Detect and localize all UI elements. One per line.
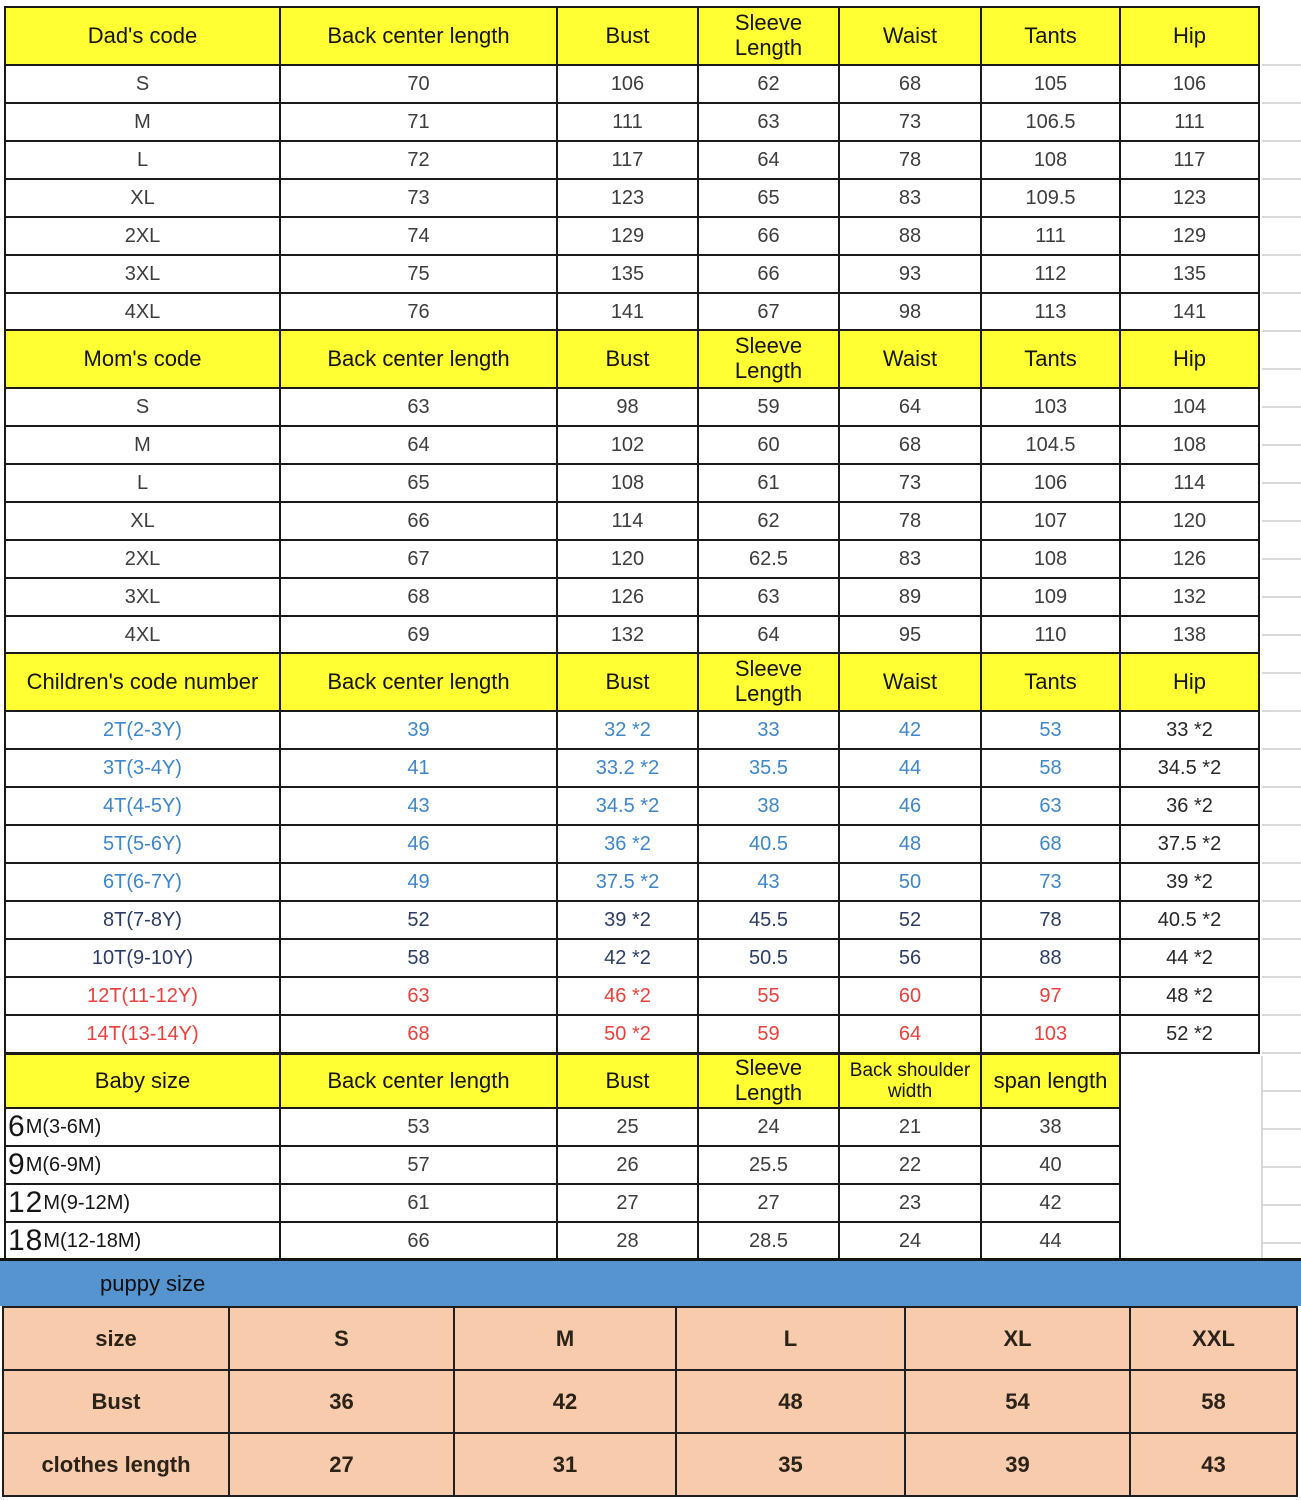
row-label-rest: M(6-9M) bbox=[25, 1153, 102, 1176]
table-cell: 61 bbox=[281, 1185, 556, 1221]
table-cell: 68 bbox=[281, 1016, 556, 1052]
table-cell: 28.5 bbox=[699, 1223, 838, 1259]
table-cell: 48 bbox=[677, 1371, 904, 1432]
table-cell: 63 bbox=[982, 788, 1119, 824]
table-cell: 104.5 bbox=[982, 427, 1119, 463]
table-cell: 50 *2 bbox=[558, 1016, 697, 1052]
table-cell: 88 bbox=[840, 218, 980, 254]
table-cell: 75 bbox=[281, 256, 556, 292]
table-cell: 41 bbox=[281, 750, 556, 786]
table-cell: 53 bbox=[281, 1109, 556, 1145]
table-cell: 52 bbox=[840, 902, 980, 938]
column-header: Bust bbox=[558, 1055, 697, 1107]
row-label: 14T(13-14Y) bbox=[6, 1016, 279, 1052]
row-label-big: 9 bbox=[8, 1148, 26, 1181]
column-header: Tants bbox=[982, 331, 1119, 387]
table-cell: 26 bbox=[558, 1147, 697, 1183]
table-cell: 105 bbox=[982, 66, 1119, 102]
row-label: 8T(7-8Y) bbox=[6, 902, 279, 938]
table-cell: 46 bbox=[281, 826, 556, 862]
table-cell: 63 bbox=[699, 104, 838, 140]
table-cell: 44 *2 bbox=[1121, 940, 1258, 976]
table-cell: 106 bbox=[1121, 66, 1258, 102]
table-cell: 36 bbox=[230, 1371, 453, 1432]
table-cell: 111 bbox=[982, 218, 1119, 254]
table-cell: 123 bbox=[558, 180, 697, 216]
row-label-rest: M(9-12M) bbox=[43, 1191, 131, 1214]
table-cell: M bbox=[455, 1308, 675, 1369]
table-cell: 111 bbox=[1121, 104, 1258, 140]
column-header: Sleeve Length bbox=[699, 1055, 838, 1107]
table-cell: 83 bbox=[840, 541, 980, 577]
table-cell: 35 bbox=[677, 1434, 904, 1495]
column-header: Waist bbox=[840, 8, 980, 64]
table-cell: 112 bbox=[982, 256, 1119, 292]
table-cell: 72 bbox=[281, 142, 556, 178]
puppy-size-table bbox=[2, 1306, 1298, 1497]
table-cell: 54 bbox=[906, 1371, 1129, 1432]
table-cell: 58 bbox=[281, 940, 556, 976]
row-label: clothes length bbox=[4, 1434, 228, 1495]
table-cell: 78 bbox=[840, 503, 980, 539]
table-cell: 66 bbox=[699, 256, 838, 292]
row-label: M bbox=[6, 104, 279, 140]
row-label: 3T(3-4Y) bbox=[6, 750, 279, 786]
table-cell: 38 bbox=[699, 788, 838, 824]
table-cell: 78 bbox=[840, 142, 980, 178]
table-cell: 109.5 bbox=[982, 180, 1119, 216]
row-label: XL bbox=[6, 180, 279, 216]
row-label bbox=[6, 1147, 279, 1183]
column-header: Hip bbox=[1121, 331, 1258, 387]
table-cell: 106 bbox=[558, 66, 697, 102]
table-cell: 34.5 *2 bbox=[558, 788, 697, 824]
column-header: Hip bbox=[1121, 8, 1258, 64]
table-cell: 46 bbox=[840, 788, 980, 824]
column-header: Back shoulder width bbox=[840, 1055, 980, 1107]
table-cell: 78 bbox=[982, 902, 1119, 938]
table-cell: 113 bbox=[982, 294, 1119, 330]
table-cell: 108 bbox=[982, 541, 1119, 577]
table-cell: 48 *2 bbox=[1121, 978, 1258, 1014]
table-cell: 69 bbox=[281, 617, 556, 653]
table-cell: 64 bbox=[840, 389, 980, 425]
table-cell: 32 *2 bbox=[558, 712, 697, 748]
column-header: Bust bbox=[558, 331, 697, 387]
table-cell: XXL bbox=[1131, 1308, 1296, 1369]
table-cell: 58 bbox=[1131, 1371, 1296, 1432]
row-label: 2XL bbox=[6, 218, 279, 254]
table-cell: 88 bbox=[982, 940, 1119, 976]
table-cell: 65 bbox=[699, 180, 838, 216]
table-cell: 132 bbox=[1121, 579, 1258, 615]
row-label: 4T(4-5Y) bbox=[6, 788, 279, 824]
table-cell: 55 bbox=[699, 978, 838, 1014]
table-cell: 64 bbox=[840, 1016, 980, 1052]
table-cell: 123 bbox=[1121, 180, 1258, 216]
table-cell: 64 bbox=[281, 427, 556, 463]
table-cell: 45.5 bbox=[699, 902, 838, 938]
column-header: Back center length bbox=[281, 331, 556, 387]
table-cell: 58 bbox=[982, 750, 1119, 786]
table-cell: 89 bbox=[840, 579, 980, 615]
row-label: 12T(11-12Y) bbox=[6, 978, 279, 1014]
table-cell: 50.5 bbox=[699, 940, 838, 976]
row-label-big: 18 bbox=[8, 1224, 44, 1257]
table-cell: 59 bbox=[699, 389, 838, 425]
table-cell: 43 bbox=[281, 788, 556, 824]
table-cell: 111 bbox=[558, 104, 697, 140]
table-cell: 102 bbox=[558, 427, 697, 463]
table-cell: 120 bbox=[558, 541, 697, 577]
table-cell: 40 bbox=[982, 1147, 1119, 1183]
table-cell: 129 bbox=[558, 218, 697, 254]
table-cell: 98 bbox=[558, 389, 697, 425]
row-label: 10T(9-10Y) bbox=[6, 940, 279, 976]
table-cell: L bbox=[677, 1308, 904, 1369]
table-cell: 42 *2 bbox=[558, 940, 697, 976]
row-label: 2T(2-3Y) bbox=[6, 712, 279, 748]
table-cell: 42 bbox=[840, 712, 980, 748]
table-cell: 132 bbox=[558, 617, 697, 653]
table-cell: 126 bbox=[1121, 541, 1258, 577]
table-cell: 53 bbox=[982, 712, 1119, 748]
table-cell: 138 bbox=[1121, 617, 1258, 653]
column-header: Sleeve Length bbox=[699, 331, 838, 387]
table-cell: 67 bbox=[281, 541, 556, 577]
table-cell: 103 bbox=[982, 1016, 1119, 1052]
table-cell: 36 *2 bbox=[1121, 788, 1258, 824]
table-cell: 135 bbox=[558, 256, 697, 292]
table-cell: 71 bbox=[281, 104, 556, 140]
table-cell: 39 *2 bbox=[558, 902, 697, 938]
table-cell: 38 bbox=[982, 1109, 1119, 1145]
table-cell: 25 bbox=[558, 1109, 697, 1145]
table-cell: 25.5 bbox=[699, 1147, 838, 1183]
table-cell: 34.5 *2 bbox=[1121, 750, 1258, 786]
column-header: Tants bbox=[982, 8, 1119, 64]
table-cell: 107 bbox=[982, 503, 1119, 539]
table-cell: 64 bbox=[699, 142, 838, 178]
table-cell: XL bbox=[906, 1308, 1129, 1369]
table-cell: 40.5 bbox=[699, 826, 838, 862]
table-cell: 27 bbox=[699, 1185, 838, 1221]
table-cell: 117 bbox=[558, 142, 697, 178]
table-cell: 42 bbox=[982, 1185, 1119, 1221]
row-label: S bbox=[6, 389, 279, 425]
row-label: 4XL bbox=[6, 294, 279, 330]
children-size-table bbox=[4, 652, 1260, 1054]
table-cell: 27 bbox=[558, 1185, 697, 1221]
table-cell: 106 bbox=[982, 465, 1119, 501]
spreadsheet-gridlines bbox=[1262, 28, 1301, 1258]
table-cell: 63 bbox=[281, 389, 556, 425]
table-cell: 114 bbox=[1121, 465, 1258, 501]
table-cell: 52 *2 bbox=[1121, 1016, 1258, 1052]
table-cell: 141 bbox=[1121, 294, 1258, 330]
table-cell: 46 *2 bbox=[558, 978, 697, 1014]
table-cell: 73 bbox=[982, 864, 1119, 900]
table-cell: 108 bbox=[1121, 427, 1258, 463]
row-label: size bbox=[4, 1308, 228, 1369]
table-cell: 42 bbox=[455, 1371, 675, 1432]
table-cell: 109 bbox=[982, 579, 1119, 615]
dad-size-table bbox=[4, 6, 1260, 332]
table-cell: 66 bbox=[281, 503, 556, 539]
table-cell: 108 bbox=[982, 142, 1119, 178]
row-label-rest: M(3-6M) bbox=[25, 1115, 102, 1138]
table-cell: 126 bbox=[558, 579, 697, 615]
table-cell: 43 bbox=[699, 864, 838, 900]
table-cell: 63 bbox=[699, 579, 838, 615]
table-cell: 39 *2 bbox=[1121, 864, 1258, 900]
table-cell: 22 bbox=[840, 1147, 980, 1183]
column-header: Mom's code bbox=[6, 331, 279, 387]
column-header: Sleeve Length bbox=[699, 654, 838, 710]
column-header: span length bbox=[982, 1055, 1119, 1107]
table-cell: 27 bbox=[230, 1434, 453, 1495]
row-label-big: 12 bbox=[8, 1186, 44, 1219]
table-cell: 28 bbox=[558, 1223, 697, 1259]
table-cell: 68 bbox=[840, 427, 980, 463]
row-label-big: 6 bbox=[8, 1110, 26, 1143]
table-cell: 52 bbox=[281, 902, 556, 938]
row-label-rest: M(12-18M) bbox=[43, 1229, 142, 1252]
table-cell: 141 bbox=[558, 294, 697, 330]
table-cell: 61 bbox=[699, 465, 838, 501]
table-cell: 73 bbox=[840, 104, 980, 140]
column-header: Bust bbox=[558, 654, 697, 710]
table-cell: 59 bbox=[699, 1016, 838, 1052]
row-label bbox=[6, 1223, 279, 1259]
table-cell: 50 bbox=[840, 864, 980, 900]
table-cell: 33.2 *2 bbox=[558, 750, 697, 786]
table-cell: 73 bbox=[840, 465, 980, 501]
table-cell: 120 bbox=[1121, 503, 1258, 539]
column-header: Back center length bbox=[281, 1055, 556, 1107]
table-cell: 62 bbox=[699, 66, 838, 102]
table-cell: 60 bbox=[840, 978, 980, 1014]
table-cell: 65 bbox=[281, 465, 556, 501]
mom-size-table bbox=[4, 329, 1260, 655]
puppy-size-band bbox=[0, 1258, 1301, 1306]
row-label bbox=[6, 1109, 279, 1145]
table-cell: 73 bbox=[281, 180, 556, 216]
table-cell: 33 bbox=[699, 712, 838, 748]
table-cell: 76 bbox=[281, 294, 556, 330]
column-header: Hip bbox=[1121, 654, 1258, 710]
row-label: L bbox=[6, 465, 279, 501]
table-cell: 35.5 bbox=[699, 750, 838, 786]
table-cell: 66 bbox=[699, 218, 838, 254]
table-cell: 23 bbox=[840, 1185, 980, 1221]
table-cell: 117 bbox=[1121, 142, 1258, 178]
table-cell: 68 bbox=[281, 579, 556, 615]
table-cell: 64 bbox=[699, 617, 838, 653]
table-cell: 39 bbox=[906, 1434, 1129, 1495]
table-cell: 66 bbox=[281, 1223, 556, 1259]
table-cell: 135 bbox=[1121, 256, 1258, 292]
column-header: Tants bbox=[982, 654, 1119, 710]
table-cell: 37.5 *2 bbox=[1121, 826, 1258, 862]
table-cell: 36 *2 bbox=[558, 826, 697, 862]
row-label: M bbox=[6, 427, 279, 463]
table-cell: 93 bbox=[840, 256, 980, 292]
row-label bbox=[6, 1185, 279, 1221]
row-label: XL bbox=[6, 503, 279, 539]
table-cell: 106.5 bbox=[982, 104, 1119, 140]
table-cell: 44 bbox=[982, 1223, 1119, 1259]
table-cell: 39 bbox=[281, 712, 556, 748]
table-cell: 74 bbox=[281, 218, 556, 254]
row-label: 6T(6-7Y) bbox=[6, 864, 279, 900]
spreadsheet-gridline-vertical bbox=[1261, 1056, 1263, 1258]
table-cell: 110 bbox=[982, 617, 1119, 653]
column-header: Children's code number bbox=[6, 654, 279, 710]
table-cell: S bbox=[230, 1308, 453, 1369]
column-header: Dad's code bbox=[6, 8, 279, 64]
table-cell: 68 bbox=[982, 826, 1119, 862]
table-cell: 98 bbox=[840, 294, 980, 330]
table-cell: 24 bbox=[840, 1223, 980, 1259]
table-cell: 129 bbox=[1121, 218, 1258, 254]
table-cell: 44 bbox=[840, 750, 980, 786]
table-cell: 97 bbox=[982, 978, 1119, 1014]
table-cell: 95 bbox=[840, 617, 980, 653]
table-cell: 104 bbox=[1121, 389, 1258, 425]
row-label: Bust bbox=[4, 1371, 228, 1432]
table-cell: 63 bbox=[281, 978, 556, 1014]
column-header: Bust bbox=[558, 8, 697, 64]
table-cell: 108 bbox=[558, 465, 697, 501]
table-cell: 48 bbox=[840, 826, 980, 862]
row-label: 2XL bbox=[6, 541, 279, 577]
column-header: Back center length bbox=[281, 654, 556, 710]
row-label: 3XL bbox=[6, 256, 279, 292]
column-header: Baby size bbox=[6, 1055, 279, 1107]
table-cell: 83 bbox=[840, 180, 980, 216]
column-header: Waist bbox=[840, 331, 980, 387]
column-header: Waist bbox=[840, 654, 980, 710]
row-label: 5T(5-6Y) bbox=[6, 826, 279, 862]
table-cell: 56 bbox=[840, 940, 980, 976]
table-cell: 43 bbox=[1131, 1434, 1296, 1495]
table-cell: 70 bbox=[281, 66, 556, 102]
puppy-size-band-label: puppy size bbox=[100, 1270, 206, 1296]
table-cell: 68 bbox=[840, 66, 980, 102]
table-cell: 57 bbox=[281, 1147, 556, 1183]
table-cell: 62 bbox=[699, 503, 838, 539]
table-cell: 103 bbox=[982, 389, 1119, 425]
table-cell: 49 bbox=[281, 864, 556, 900]
column-header: Sleeve Length bbox=[699, 8, 838, 64]
row-label: 3XL bbox=[6, 579, 279, 615]
table-cell: 33 *2 bbox=[1121, 712, 1258, 748]
column-header: Back center length bbox=[281, 8, 556, 64]
row-label: L bbox=[6, 142, 279, 178]
row-label: 4XL bbox=[6, 617, 279, 653]
table-cell: 67 bbox=[699, 294, 838, 330]
table-cell: 40.5 *2 bbox=[1121, 902, 1258, 938]
baby-size-table bbox=[4, 1053, 1121, 1261]
table-cell: 37.5 *2 bbox=[558, 864, 697, 900]
table-cell: 60 bbox=[699, 427, 838, 463]
table-cell: 24 bbox=[699, 1109, 838, 1145]
table-cell: 62.5 bbox=[699, 541, 838, 577]
table-cell: 114 bbox=[558, 503, 697, 539]
row-label: S bbox=[6, 66, 279, 102]
table-cell: 21 bbox=[840, 1109, 980, 1145]
table-cell: 31 bbox=[455, 1434, 675, 1495]
